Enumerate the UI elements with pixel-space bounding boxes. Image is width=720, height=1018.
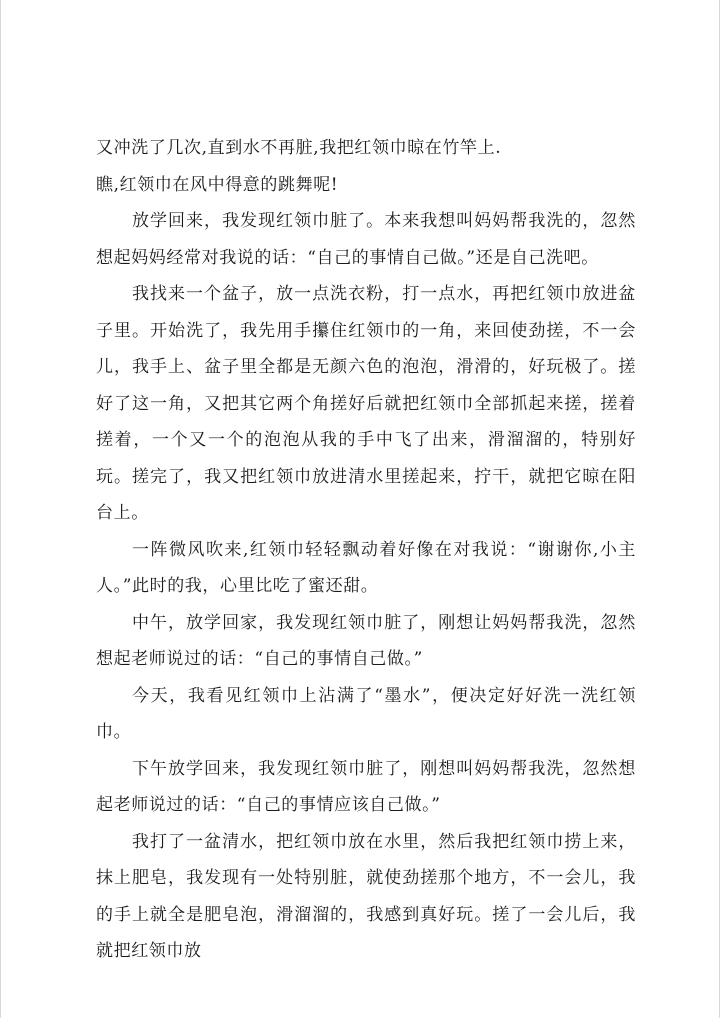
paragraph-8: 下午放学回来，我发现红领巾脏了，刚想叫妈妈帮我洗，忽然想起老师说过的话：“自己的事情应该自己做。” <box>96 758 636 815</box>
paragraph-9: 我打了一盆清水，把红领巾放在水里，然后我把红领巾捞上来，抹上肥皂，我发现有一处特别脏，就使劲搓那个地方，不一会儿，我的手上就全是肥皂泡，滑溜溜的，我感到真好玩。搓了一会儿后，我就把红领巾放 <box>96 831 636 961</box>
paragraph-5: 一阵微风吹来,红领巾轻轻飘动着好像在对我说：“谢谢你,小主人。”此时的我，心里比吃了蜜还甜。 <box>96 539 636 596</box>
paragraph-6: 中午，放学回家，我发现红领巾脏了，刚想让妈妈帮我洗，忽然想起老师说过的话：“自己的事情自己做。” <box>96 612 636 669</box>
paragraph-3: 放学回来，我发现红领巾脏了。本来我想叫妈妈帮我洗的，忽然想起妈妈经常对我说的话：“自己的事情自己做。”还是自己洗吧。 <box>96 211 636 268</box>
paragraph-4: 我找来一个盆子，放一点洗衣粉，打一点水，再把红领巾放进盆子里。开始洗了，我先用手攥住红领巾的一角，来回使劲搓，不一会儿，我手上、盆子里全都是无颜六色的泡泡，滑滑的，好玩极了。搓好了这一角，又把其它两个角搓好后就把红领巾全部抓起来搓，搓着搓着，一个又一个的泡泡从我的手中飞了出来，滑溜溜的，特别好玩。搓完了，我又把红领巾放进清水里搓起来，拧干，就把它晾在阳台上。 <box>96 284 636 523</box>
paragraph-1: 又冲洗了几次,直到水不再脏,我把红领巾晾在竹竿上. <box>96 138 502 158</box>
paragraph-7: 今天，我看见红领巾上沾满了“墨水”，便决定好好洗一洗红领巾。 <box>96 685 636 742</box>
paragraph-2: 瞧,红领巾在风中得意的跳舞呢! <box>96 174 339 195</box>
document-body <box>96 130 636 970</box>
